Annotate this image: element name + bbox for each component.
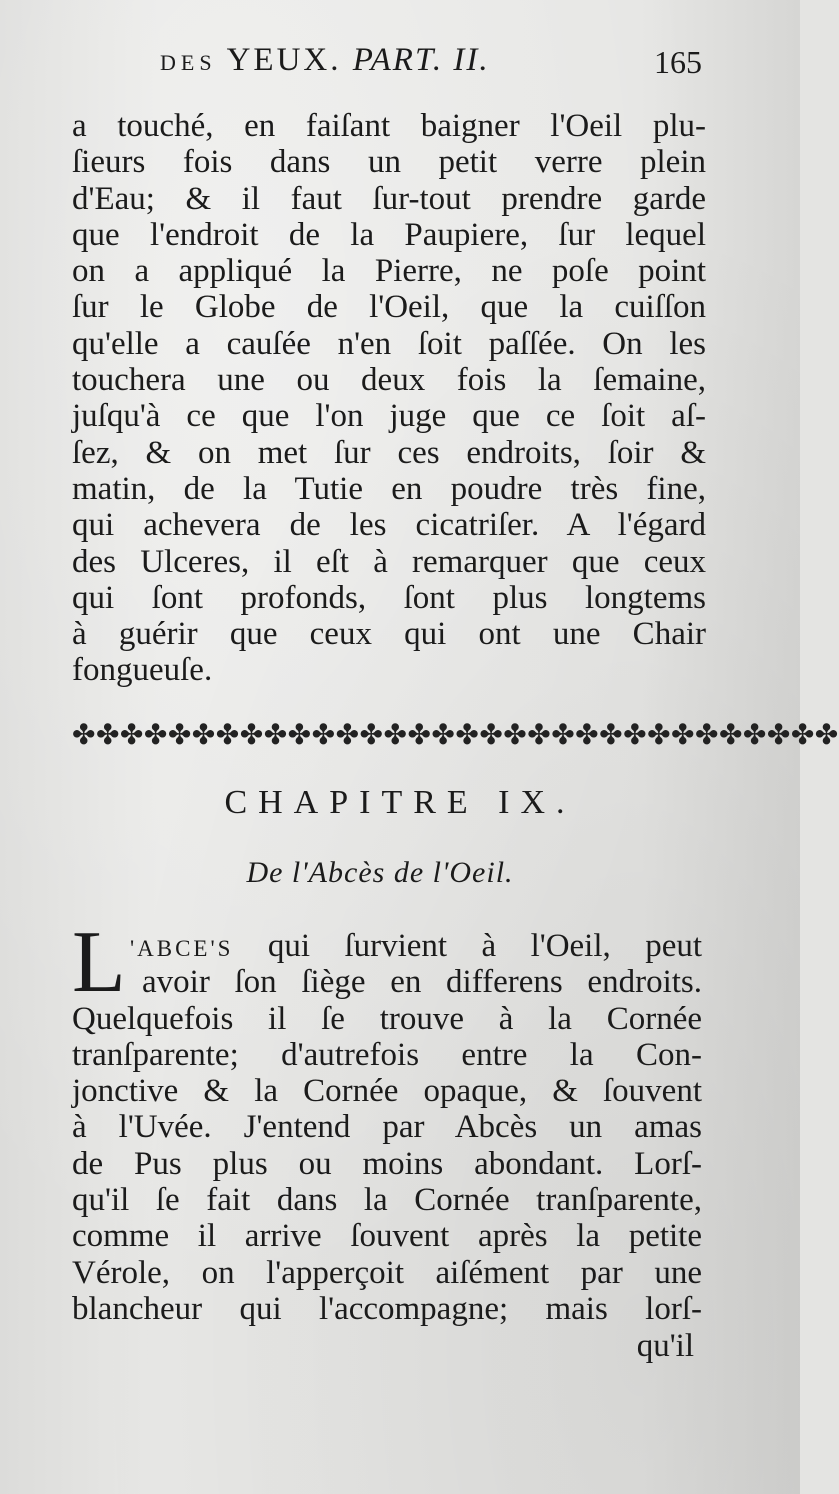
text-line: avoir ſon ſiège en differens endroits. <box>142 964 702 1001</box>
text-line: qu'elle a cauſée n'en ſoit paſſée. On les <box>72 325 706 362</box>
text-line: d'Eau; & il faut ſur-tout prendre garde <box>72 180 706 217</box>
running-head-des: DES <box>160 50 217 75</box>
text-line: de Pus plus ou moins abondant. Lorſ- <box>72 1145 702 1182</box>
text-line-first <box>72 928 702 964</box>
text-line: des Ulceres, il eſt à remarquer que ceux <box>72 543 706 580</box>
text-line: comme il arrive ſouvent après la petite <box>72 1218 702 1255</box>
fleuron-ornament-band: ✤✤✤✤✤✤✤✤✤✤✤✤✤✤✤✤✤✤✤✤✤✤✤✤✤✤✤✤✤✤✤✤ <box>72 718 839 751</box>
text-line: ſieurs fois dans un petit verre plein <box>72 144 706 181</box>
text-line: qu'il ſe fait dans la Cornée tranſparente, <box>72 1182 702 1219</box>
text-line: ſur le Globe de l'Oeil, que la cuiſſon <box>72 289 706 326</box>
page-number: 165 <box>654 44 702 80</box>
running-head-part: PART. II. <box>352 42 490 78</box>
text-line: qui ſont profonds, ſont plus longtems <box>72 579 706 616</box>
paragraph-1 <box>72 108 706 689</box>
text-line: fongueuſe. <box>72 652 213 689</box>
text-line: jonctive & la Cornée opaque, & ſouvent <box>72 1073 702 1110</box>
text-line: Vérole, on l'apperçoit aiſément par une <box>72 1254 702 1291</box>
text-line: juſqu'à ce que l'on juge que ce ſoit aſ- <box>72 398 706 435</box>
catchword: qu'il <box>636 1328 694 1364</box>
text-line: blancheur qui l'accompagne; mais lorſ- <box>72 1290 702 1327</box>
text-line: tranſparente; d'autrefois entre la Con- <box>72 1036 702 1073</box>
text-line: touchera une ou deux fois la ſemaine, <box>72 362 706 399</box>
text-line: Quelquefois il ſe trouve à la Cornée <box>72 1000 702 1037</box>
drop-cap: L <box>72 914 126 1011</box>
first-line-rest: qui ſurvient à l'Oeil, peut <box>267 928 703 964</box>
text-line: ſez, & on met ſur ces endroits, ſoir & <box>72 434 706 471</box>
text-line: on a appliqué la Pierre, ne poſe point <box>72 253 706 290</box>
smallcaps-word: 'ABCE'S <box>130 936 234 961</box>
running-head <box>160 42 490 79</box>
text-line: à l'Uvée. J'entend par Abcès un amas <box>72 1109 702 1146</box>
page-header <box>160 42 720 86</box>
chapter-subtitle: De l'Abcès de l'Oeil. <box>246 856 514 889</box>
text-line: à guérir que ceux qui ont une Chair <box>72 616 706 653</box>
text-line: qui achevera de les cicatriſer. A l'égard <box>72 507 706 544</box>
text-line: que l'endroit de la Paupiere, ſur lequel <box>72 216 706 253</box>
text-line: a touché, en faiſant baigner l'Oeil plu- <box>72 108 706 144</box>
running-head-yeux: YEUX. <box>226 42 342 78</box>
paragraph-2 <box>72 914 703 1327</box>
chapter-title: CHAPITRE IX. <box>224 784 576 821</box>
text-line: matin, de la Tutie en poudre très fine, <box>72 470 706 507</box>
